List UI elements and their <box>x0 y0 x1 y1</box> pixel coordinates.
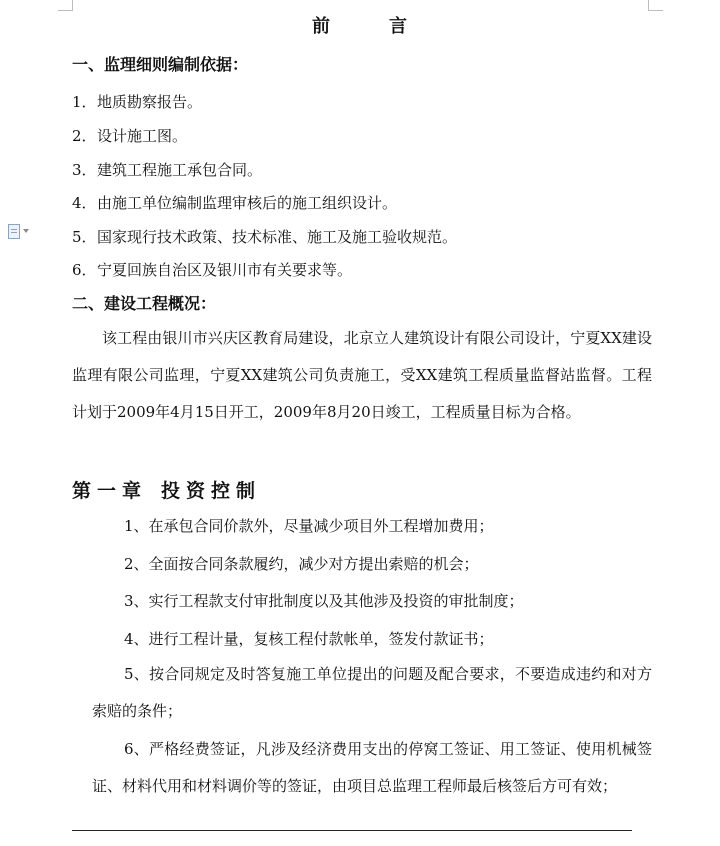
document-icon <box>8 224 20 239</box>
list-item: 4．由施工单位编制监理审核后的施工组织设计。 <box>72 194 398 212</box>
section-heading-overview: 二、建设工程概况： <box>72 294 217 313</box>
chevron-down-icon <box>23 229 29 233</box>
title-char-left: 前 <box>312 16 331 37</box>
chapter-item: 4、进行工程计量，复核工程付款帐单，签发付款证书； <box>124 630 494 648</box>
chapter-heading: 第一章 投资控制 <box>72 480 262 502</box>
chapter-item: 2、全面按合同条款履约，减少对方提出索赔的机会； <box>124 555 479 573</box>
list-item: 5．国家现行技术政策、技术标准、施工及施工验收规范。 <box>72 228 458 246</box>
list-item: 1．地质勘察报告。 <box>72 93 203 111</box>
crop-mark-top-left <box>58 0 73 11</box>
section-heading-basis: 一、监理细则编制依据： <box>72 55 249 74</box>
crop-mark-top-right <box>648 0 663 11</box>
footnote-separator <box>72 830 632 831</box>
chapter-item: 3、实行工程款支付审批制度以及其他涉及投资的审批制度； <box>124 592 524 610</box>
list-item: 6．宁夏回族自治区及银川市有关要求等。 <box>72 261 353 279</box>
list-item: 2．设计施工图。 <box>72 127 188 145</box>
list-item: 3．建筑工程施工承包合同。 <box>72 161 263 179</box>
chapter-item: 6、严格经费签证，凡涉及经济费用支出的停窝工签证、用工签证、使用机械签证、材料代用和材料调价等的签证，由项目总监理工程师最后核签后方可有效； <box>92 740 652 795</box>
overview-paragraph: 该工程由银川市兴庆区教育局建设，北京立人建筑设计有限公司设计，宁夏XX建设监理有限公司监理，宁夏XX建筑公司负责施工，受XX建筑工程质量监督站监督。工程计划于2009年4月15日开工，2009年8月20日竣工，工程质量目标为合格。 <box>72 329 652 421</box>
chapter-item: 1、在承包合同价款外，尽量减少项目外工程增加费用； <box>124 517 494 535</box>
paragraph-options-icon[interactable] <box>8 222 36 240</box>
chapter-item: 5、按合同规定及时答复施工单位提出的问题及配合要求，不要造成违约和对方索赔的条件； <box>92 665 652 720</box>
page-title <box>0 12 720 38</box>
title-char-right: 言 <box>389 16 408 37</box>
